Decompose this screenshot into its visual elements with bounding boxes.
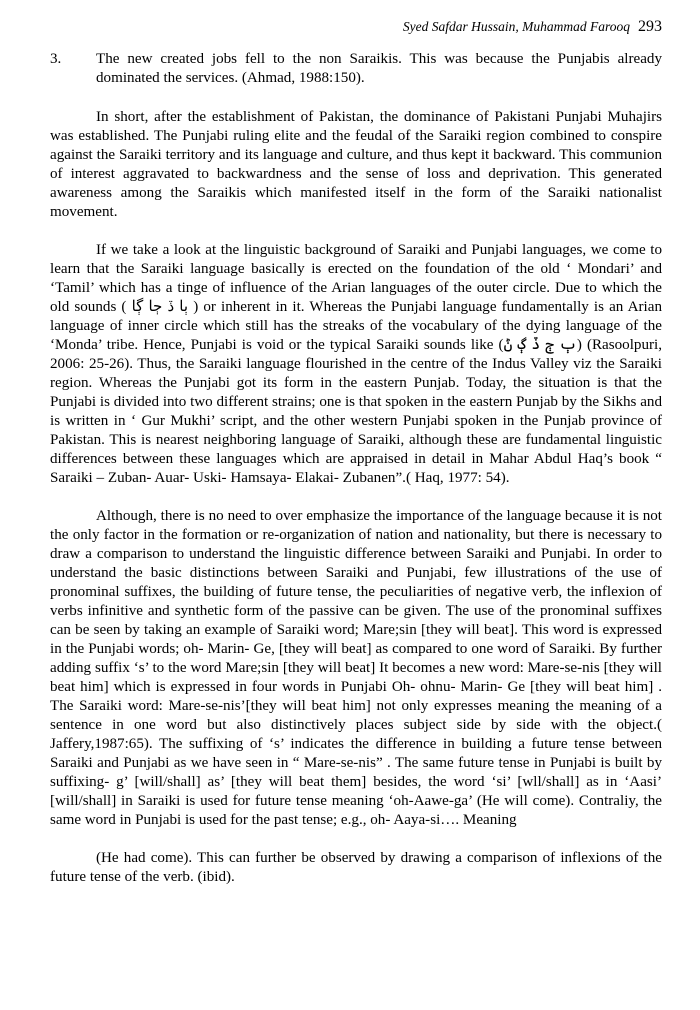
header-authors: Syed Safdar Hussain, Muhammad Farooq xyxy=(402,19,630,34)
paragraph-linguistic-background: If we take a look at the linguistic background of Saraiki and Punjabi languages, we come to learn that the Saraiki language basically is erected on the foundation of the old ‘ Mondari’ and ‘Tamil’ which has a tinge of influence of the Arian languages of the outer circle. Due to which the old sounds ( ٻا ڏ ڄا ڳا ) or inherent in it. Whereas the Punjabi language fundamentally is an Arian language of inner circle which still has the streaks of the vocabulary of the dying language of the ‘Monda’ tribe. Hence, Punjabi is void or the typical Saraiki sounds like (ٻ ڄ ڏ ڳ ݨ) (Rasoolpuri, 2006: 25-26). Thus, the Saraiki language flourished in the centre of the Indus Valley viz the Saraiki region. Whereas the Punjabi got its form in the eastern Punjab. Today, the situation is that the Punjabi is divided into two different strains; one is that spoken in the eastern Punjab by the Sikhs and is written in ‘ Gur Mukhi’ script, and the other western Punjabi spoken in the Punjab province of Pakistan. This is nearest neighboring language of Saraiki, although these are fundamental linguistic differences between these languages which are appraised in detail in Mahar Abdul Haq’s book “ Saraiki – Zuban- Auar- Uski- Hamsaya- Elakai- Zubanen”.( Haq, 1977: 54). xyxy=(50,242,662,486)
numbered-list-item xyxy=(50,50,662,88)
list-marker: 3. xyxy=(50,51,62,67)
running-header xyxy=(50,18,662,40)
paragraph-future-tense: (He had come). This can further be observed by drawing a comparison of inflexions of the future tense of the verb. (ibid). xyxy=(50,850,662,885)
paragraph-language-comparison: Although, there is no need to over emphasize the importance of the language because it is not the only factor in the formation or re-organization of nation and nationality, but there is necessary to draw a comparison to understand the linguistic difference between Saraiki and Punjabi. In order to understand the basic distinctions between Saraiki and Punjabi, few illustrations of the use of pronominal suffixes, the building of future tense, the peculiarities of negative verb, the inflexion of verbs infinitive and synthetic form of the passive can be given. The use of the pronominal suffixes can be seen by taking an example of Saraiki word; Mare;sin [they will beat]. This word is expressed in the Punjabi words; oh- Marin- Ge, [they will beat] as compared to one word of Saraiki. By further adding suffix ‘s’ to the word Mare;sin [they will beat] It becomes a new word: Mare-se-nis [they will beat him] which is expressed in four words in Punjabi Oh- ohnu- Marin- Ge [they will beat him] . The Saraiki word: Mare-se-nis’[they will beat him] not only expresses meaning the meaning of a sentence in one word but also distinctively places subject side by side with the object.( Jaffery,1987:65). The suffixing of ‘s’ indicates the difference in building a future tense between Saraiki and Punjabi as we have seen in “ Mare-se-nis” . The same future tense in Punjabi is built by suffixing- g’ [will/shall] as’ [they will beat them] besides, the word ‘si’ [wll/shall] as in ‘Aasi’ [will/shall] in Saraiki is used for future tense meaning ‘oh-Aawe-ga’ (He will come). Contraliy, the same word in Punjabi is used for the past tense; e.g., oh- Aaya-si…. Meaning xyxy=(50,508,662,828)
paragraph-pakistan-dominance: In short, after the establishment of Pakistan, the dominance of Pakistani Punjabi Muhajirs was established. The Punjabi ruling elite and the feudal of the Saraiki region combined to conspire against the Saraiki territory and its language and culture, and thus kept it backward. This communion of interest aggravated to backwardness and the sense of loss and deprivation. This generated awareness among the Saraikis which manifested itself in the form of the Saraiki nationalist movement. xyxy=(50,109,662,220)
list-item-text: The new created jobs fell to the non Saraikis. This was because the Punjabis already dominated the services. (Ahmad, 1988:150). xyxy=(96,51,662,86)
paper-page xyxy=(50,18,662,887)
page-number: 293 xyxy=(638,18,662,35)
